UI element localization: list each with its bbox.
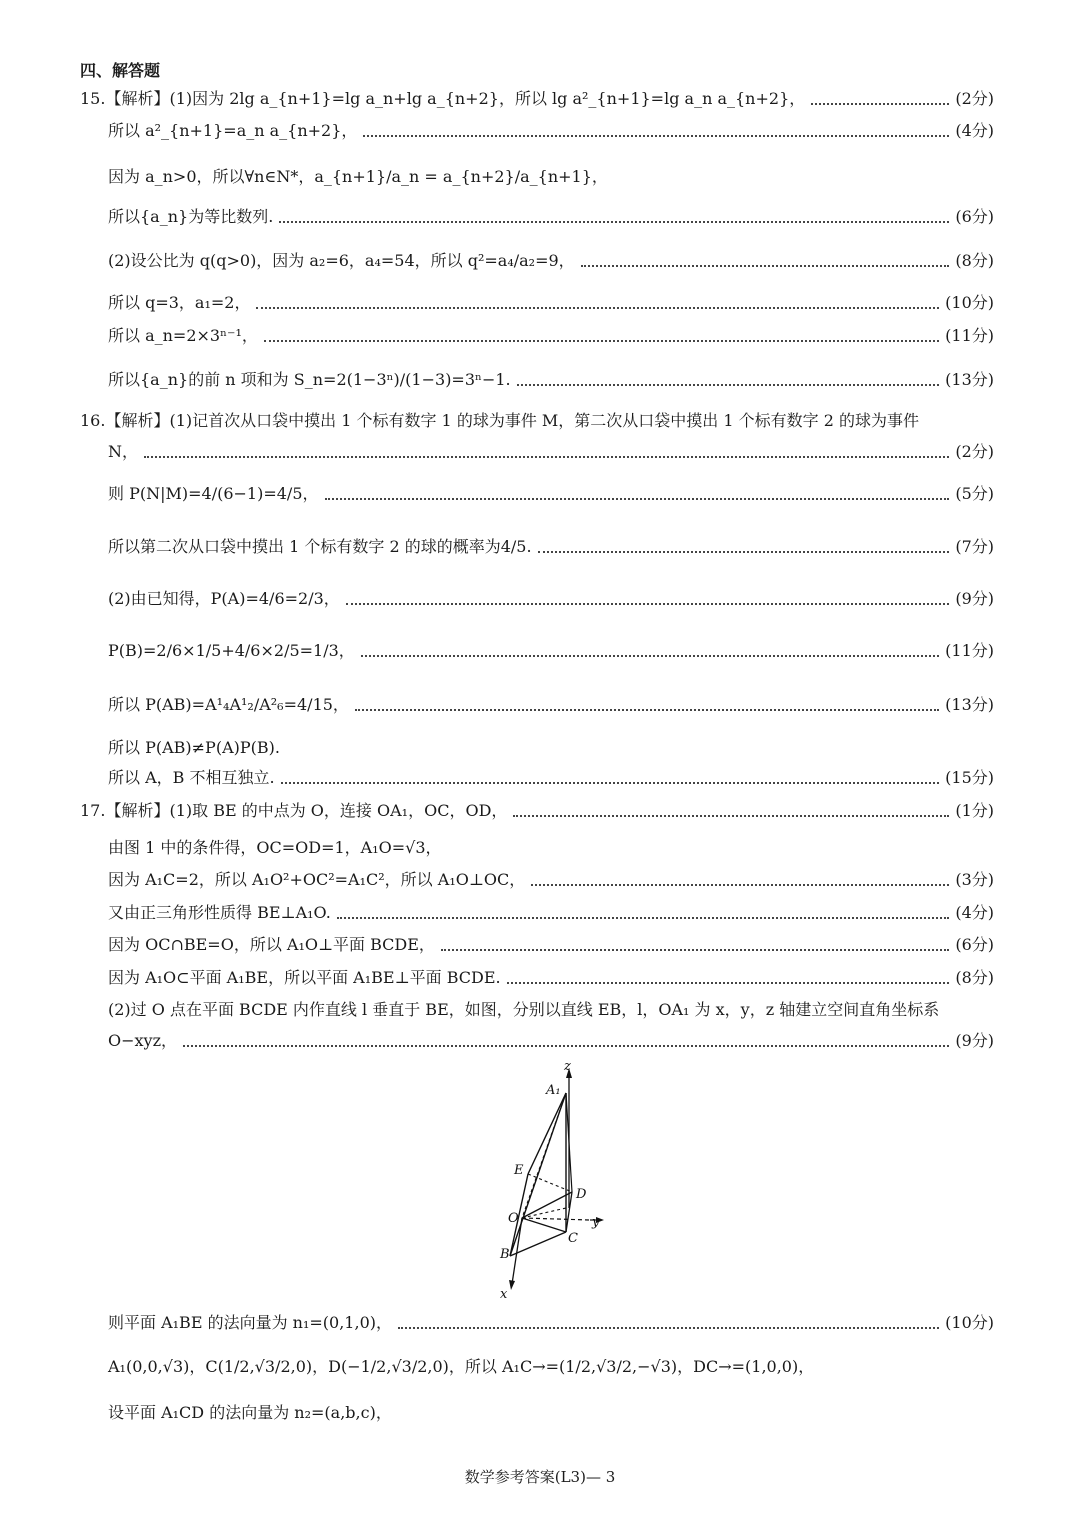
- solution-line: 所以{a_n}的前 n 项和为 S_n=2(1−3ⁿ)/(1−3)=3ⁿ−1. (13分): [108, 370, 994, 389]
- x-axis-arrow: [509, 1280, 515, 1290]
- solution-line: 所以 a²_{n+1}=a_n a_{n+2}， (4分): [108, 121, 994, 140]
- coordinate-figure: [490, 1058, 620, 1302]
- label-y: y: [592, 1215, 600, 1230]
- solution-line: 15.【解析】(1)因为 2lg a_{n+1}=lg a_n+lg a_{n+2}，所以 lg a²_{n+1}=lg a_n a_{n+2}， (2分): [80, 89, 994, 108]
- solution-line: 所以{a_n}为等比数列. (6分): [108, 207, 994, 226]
- solution-line: 由图 1 中的条件得，OC=OD=1，A₁O=√3，: [108, 838, 442, 857]
- solution-line: 设平面 A₁CD 的法向量为 n₂=(a,b,c)，: [108, 1403, 392, 1422]
- solution-line: 则平面 A₁BE 的法向量为 n₁=(0,1,0)， (10分): [108, 1313, 994, 1332]
- solution-line: 所以 A，B 不相互独立. (15分): [108, 768, 994, 787]
- solution-line: 所以 P(AB)=A¹₄A¹₂/A²₆=4/15， (13分): [108, 695, 994, 714]
- solution-line: 所以 a_n=2×3ⁿ⁻¹， (11分): [108, 326, 994, 345]
- solution-line: P(B)=2/6×1/5+4/6×2/5=1/3， (11分): [108, 641, 994, 660]
- solution-line: 因为 A₁O⊂平面 A₁BE，所以平面 A₁BE⊥平面 BCDE. (8分): [108, 968, 994, 987]
- label-z: z: [564, 1059, 571, 1074]
- solution-line: (2)由已知得，P(A)=4/6=2/3， (9分): [108, 589, 994, 608]
- label-a1: A₁: [546, 1083, 561, 1098]
- solution-line: 又由正三角形性质得 BE⊥A₁O. (4分): [108, 903, 994, 922]
- section-heading: 四、解答题: [80, 61, 161, 80]
- solution-line: 因为 OC∩BE=O，所以 A₁O⊥平面 BCDE， (6分): [108, 935, 994, 954]
- solution-line: O−xyz， (9分): [108, 1031, 994, 1050]
- solution-line: 17.【解析】(1)取 BE 的中点为 O，连接 OA₁，OC，OD， (1分): [80, 801, 994, 820]
- solution-line: 所以 q=3，a₁=2， (10分): [108, 293, 994, 312]
- label-c: C: [568, 1231, 578, 1246]
- solution-line: 因为 a_n>0，所以∀n∈N*，a_{n+1}/a_n = a_{n+2}/a_{n+1}，: [108, 167, 608, 186]
- solution-line: A₁(0,0,√3)，C(1/2,√3/2,0)，D(−1/2,√3/2,0)，所以 A₁C→=(1/2,√3/2,−√3)，DC→=(1,0,0)，: [108, 1357, 815, 1376]
- label-o: O: [508, 1211, 519, 1226]
- edge-o-c: [522, 1218, 566, 1232]
- solution-line: N， (2分): [108, 442, 994, 461]
- solution-line: 所以 P(AB)≠P(A)P(B).: [108, 738, 280, 757]
- solution-line: 因为 A₁C=2，所以 A₁O²+OC²=A₁C²，所以 A₁O⊥OC， (3分): [108, 870, 994, 889]
- solution-line: 则 P(N|M)=4/(6−1)=4/5， (5分): [108, 484, 994, 503]
- solution-line: (2)设公比为 q(q>0)，因为 a₂=6，a₄=54，所以 q²=a₄/a₂=9， (8分): [108, 251, 994, 270]
- label-e: E: [514, 1163, 524, 1178]
- label-d: D: [576, 1187, 587, 1202]
- edge-o-inner-dashed: [522, 1208, 566, 1218]
- edge-a1-e: [528, 1093, 566, 1174]
- y-axis-dashed: [522, 1218, 590, 1220]
- solution-line: (2)过 O 点在平面 BCDE 内作直线 l 垂直于 BE，如图，分别以直线 EB，l，OA₁ 为 x，y，z 轴建立空间直角坐标系: [108, 1000, 940, 1019]
- solution-line: 所以第二次从口袋中摸出 1 个标有数字 2 的球的概率为4/5. (7分): [108, 537, 994, 556]
- label-b: B: [500, 1247, 510, 1262]
- label-x: x: [500, 1287, 508, 1302]
- solution-line: 16.【解析】(1)记首次从口袋中摸出 1 个标有数字 1 的球为事件 M，第二次从口袋中摸出 1 个标有数字 2 的球为事件: [80, 411, 919, 430]
- page-footer: 数学参考答案(L3)— 3: [464, 1468, 616, 1486]
